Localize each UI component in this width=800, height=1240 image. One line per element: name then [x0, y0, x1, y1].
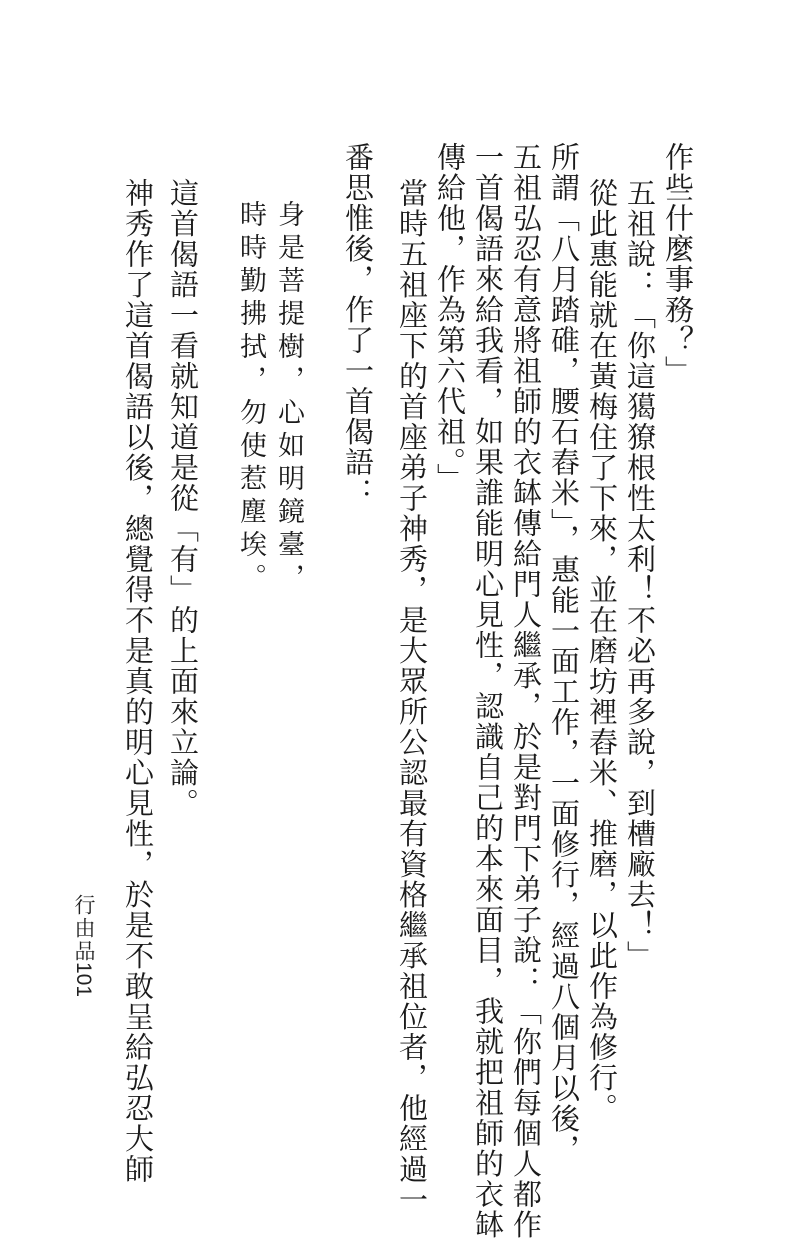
text-line-7: 傳給他，作為第六代祖。」: [433, 142, 467, 494]
text-line-10: 這首偈語一看就知道是從「有」的上面來立論。: [166, 178, 200, 819]
text-line-6: 一首偈語來給我看，如果誰能明心見性，認識自己的本來面目，我就把祖師的衣缽: [471, 142, 505, 1240]
text-line-1: 作些什麼事務？」: [661, 142, 695, 386]
text-line-11: 神秀作了這首偈語以後，總覺得不是真的明心見性，於是不敢呈給弘忍大師: [121, 178, 155, 1185]
chapter-title: 行由品: [72, 894, 95, 963]
text-line-5: 五祖弘忍有意將祖師的衣缽傳給門人繼承，於是對門下弟子說：「你們每個人都作: [509, 142, 543, 1240]
text-line-3: 從此惠能就在黃梅住了下來，並在磨坊裡舂米、推磨，以此作為修行。: [585, 178, 619, 1124]
verse-line-2: 時時勤拂拭，勿使惹塵埃。: [235, 200, 266, 596]
page-number: 101: [72, 962, 95, 998]
text-line-2: 五祖說：「你這獦獠根性太利！不必再多說，到槽廠去！」: [623, 178, 657, 971]
verse-line-1: 身是菩提樹，心如明鏡臺，: [273, 200, 304, 596]
text-line-8: 當時五祖座下的首座弟子神秀，是大眾所公認最有資格繼承祖位者，他經過一: [395, 178, 429, 1215]
text-line-9: 番思惟後，作了一首偈語：: [341, 142, 375, 508]
text-line-4: 所謂「八月踏碓，腰石舂米」，惠能一面工作，一面修行，經過八個月以後，: [547, 142, 581, 1165]
